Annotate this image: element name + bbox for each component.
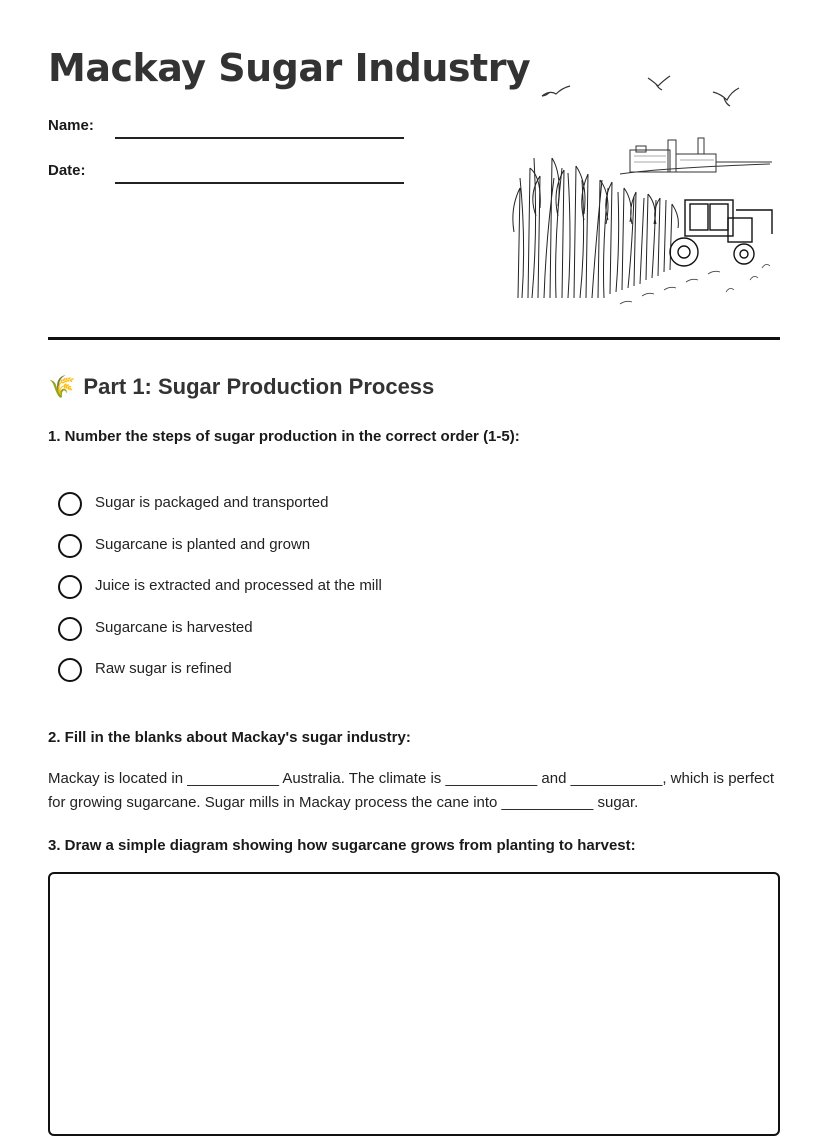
- birds: [542, 76, 739, 106]
- sugarcane-harvest-illustration: [510, 58, 780, 318]
- tractor: [670, 200, 772, 266]
- ground: [620, 264, 770, 304]
- step-number-circle[interactable]: [58, 492, 82, 516]
- step-number-circle[interactable]: [58, 575, 82, 599]
- production-steps-list: [58, 490, 658, 698]
- list-item: [58, 532, 658, 574]
- list-item: [58, 615, 658, 657]
- name-line[interactable]: [115, 137, 404, 139]
- question-2-prompt: 2. Fill in the blanks about Mackay's sugar industry:: [48, 729, 411, 746]
- step-text: Sugar is packaged and transported: [95, 494, 329, 511]
- list-item: [58, 490, 658, 532]
- step-number-circle[interactable]: [58, 617, 82, 641]
- question-3-prompt: 3. Draw a simple diagram showing how sugarcane grows from planting to harvest:: [48, 837, 636, 854]
- sugar-mill: [620, 138, 772, 174]
- step-text: Sugarcane is harvested: [95, 618, 253, 636]
- fill-in-blanks-paragraph[interactable]: Mackay is located in ___________ Australia. The climate is ___________ and ___________, which is perfect for growing sugarcane. Sugar mills in Mackay process the cane into ___________ sugar.: [48, 770, 775, 811]
- part1-heading: [48, 374, 434, 400]
- question-1-prompt: 1. Number the steps of sugar production in the correct order (1-5):: [48, 428, 520, 445]
- drawing-area[interactable]: [48, 872, 780, 1136]
- sugarcane-field: [513, 158, 679, 298]
- name-label: Name:: [48, 117, 94, 134]
- sheaf-of-rice-icon: 🌾: [48, 374, 76, 399]
- step-text: Juice is extracted and processed at the mill: [95, 577, 382, 594]
- step-number-circle[interactable]: [58, 534, 82, 558]
- step-text: Raw sugar is refined: [95, 660, 232, 677]
- step-number-circle[interactable]: [58, 658, 82, 682]
- step-text: Sugarcane is planted and grown: [95, 535, 311, 553]
- list-item: [58, 656, 658, 698]
- section-divider: [48, 337, 780, 340]
- date-line[interactable]: [115, 182, 404, 184]
- worksheet-page: [48, 0, 780, 1118]
- page-title: Mackay Sugar Industry: [48, 46, 531, 90]
- list-item: [58, 573, 658, 615]
- date-label: Date:: [48, 162, 86, 179]
- part1-title: Part 1: Sugar Production Process: [83, 374, 435, 399]
